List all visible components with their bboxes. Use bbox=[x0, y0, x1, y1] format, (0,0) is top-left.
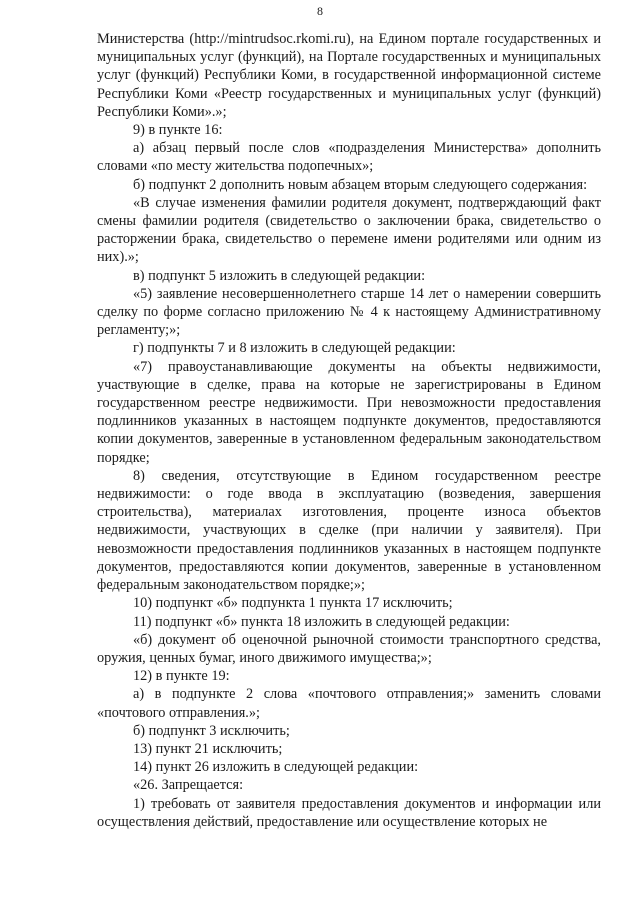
paragraph: а) абзац первый после слов «подразделения Министерства» дополнить словами «по месту жительства подопечных»; bbox=[97, 140, 601, 175]
paragraph: «В случае изменения фамилии родителя документ, подтверждающий факт смены фамилии родителя (свидетельство о заключении брака, свидетельство о расторжении брака, свидетельство о перемене имени родителями или одним из них).»; bbox=[97, 194, 601, 266]
paragraph: 14) пункт 26 изложить в следующей редакции: bbox=[133, 759, 419, 776]
paragraph: «26. Запрещается: bbox=[133, 777, 244, 794]
paragraph: б) подпункт 3 исключить; bbox=[133, 722, 290, 739]
paragraph: 8) сведения, отсутствующие в Едином государственном реестре недвижимости: о годе ввода в эксплуатацию (возведения, завершения строительства), материалах изготовления, проценте износа объектов недвижимости, участвующих в сделке (при наличии у заявителя). При невозможности предоставления подлинников указанных в настоящем подпункте документов, предоставляются копии документов, заверенные в установленном федеральным законодательством порядке;»; bbox=[97, 467, 601, 594]
paragraph: 13) пункт 21 исключить; bbox=[133, 740, 283, 757]
paragraph: «5) заявление несовершеннолетнего старше 14 лет о намерении совершить сделку по форме согласно приложению № 4 к настоящему Административному регламенту;»; bbox=[97, 285, 601, 339]
paragraph: Министерства (http://mintrudsoc.rkomi.ru), на Едином портале государственных и муниципальных услуг (функций), на Портале государственных и муниципальных услуг (функций) Республики Коми, в государственной информационной системе Республики Коми «Реестр государственных и муниципальных услуг (функций) Республики Коми».»; bbox=[97, 31, 601, 120]
paragraph: 1) требовать от заявителя предоставления документов и информации или осуществления действий, предоставление или осуществление которых не bbox=[97, 795, 601, 830]
paragraph: 9) в пункте 16: bbox=[133, 122, 223, 139]
document-body bbox=[97, 30, 601, 831]
paragraph: в) подпункт 5 изложить в следующей редакции: bbox=[133, 267, 426, 284]
page-number: 8 bbox=[317, 4, 323, 18]
paragraph: б) подпункт 2 дополнить новым абзацем вторым следующего содержания: bbox=[133, 176, 588, 193]
paragraph: а) в подпункте 2 слова «почтового отправления;» заменить словами «почтового отправления.»; bbox=[97, 686, 601, 721]
paragraph: «б) документ об оценочной рыночной стоимости транспортного средства, оружия, ценных бумаг, иного движимого имущества;»; bbox=[97, 631, 601, 666]
paragraph: «7) правоустанавливающие документы на объекты недвижимости, участвующие в сделке, права на которые не зарегистрированы в Едином государственном реестре недвижимости. При невозможности предоставления подлинников указанных в настоящем подпункте документов, предоставляются копии документов, заверенные в установленном федеральным законодательством порядке; bbox=[97, 358, 601, 466]
paragraph: 10) подпункт «б» подпункта 1 пункта 17 исключить; bbox=[133, 595, 453, 612]
paragraph: г) подпункты 7 и 8 изложить в следующей редакции: bbox=[133, 340, 456, 357]
paragraph: 12) в пункте 19: bbox=[133, 668, 230, 685]
paragraph: 11) подпункт «б» пункта 18 изложить в следующей редакции: bbox=[133, 613, 510, 630]
